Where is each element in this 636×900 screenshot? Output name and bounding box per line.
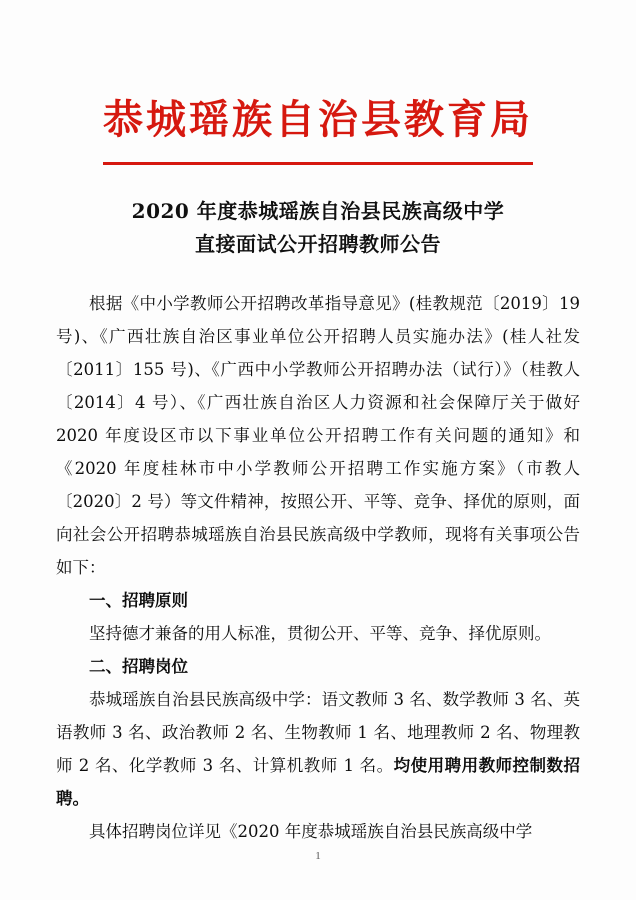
positions-text-emphasis: 均使用聘用教师控制数招聘。 [56, 756, 580, 808]
section-heading-recruitment-principles: 一、招聘原则 [89, 591, 188, 610]
intro-paragraph: 根据《中小学教师公开招聘改革指导意见》(桂教规范〔2019〕19 号)、《广西壮族自治区事业单位公开招聘人员实施办法》(桂人社发〔2011〕155 号)、《广西中小学教师公开招聘办法（试行）》（桂教人〔2014〕4 号）、《广西壮族自治区人力资源和社会保障厅关于做好 2020 年度设区市以下事业单位公开招聘工作有关问题的通知》和《2020 年度桂林市中小学教师公开招聘工作实施方案》（市教人〔2020〕2 号）等文件精神，按照公开、平等、竞争、择优的原则，面向社会公开招聘恭城瑶族自治县民族高级中学教师，现将有关事项公告如下： [56, 294, 580, 577]
document-title [0, 195, 636, 261]
page-number: 1 [315, 850, 321, 862]
positions-detail-paragraph: 具体招聘岗位详见《2020 年度恭城瑶族自治县民族高级中学 [89, 822, 533, 841]
section-heading-recruitment-positions: 二、招聘岗位 [89, 657, 188, 676]
header-divider-rule [103, 162, 533, 165]
document-title-line-1: 2020 年度恭城瑶族自治县民族高级中学 [131, 199, 505, 223]
document-header [0, 96, 636, 165]
recruitment-positions-paragraph [56, 683, 580, 815]
issuing-organization-title: 恭城瑶族自治县教育局 [103, 96, 533, 143]
document-body [56, 287, 580, 848]
positions-text: 恭城瑶族自治县民族高级中学：语文教师 3 名、数学教师 3 名、英语教师 3 名、政治教师 2 名、生物教师 1 名、地理教师 2 名、物理教师 2 名、化学教师 3 名、计算机教师 1 名。 [56, 690, 580, 775]
document-title-line-2: 直接面试公开招聘教师公告 [195, 232, 441, 256]
recruitment-principles-paragraph: 坚持德才兼备的用人标准，贯彻公开、平等、竞争、择优原则。 [89, 624, 551, 643]
